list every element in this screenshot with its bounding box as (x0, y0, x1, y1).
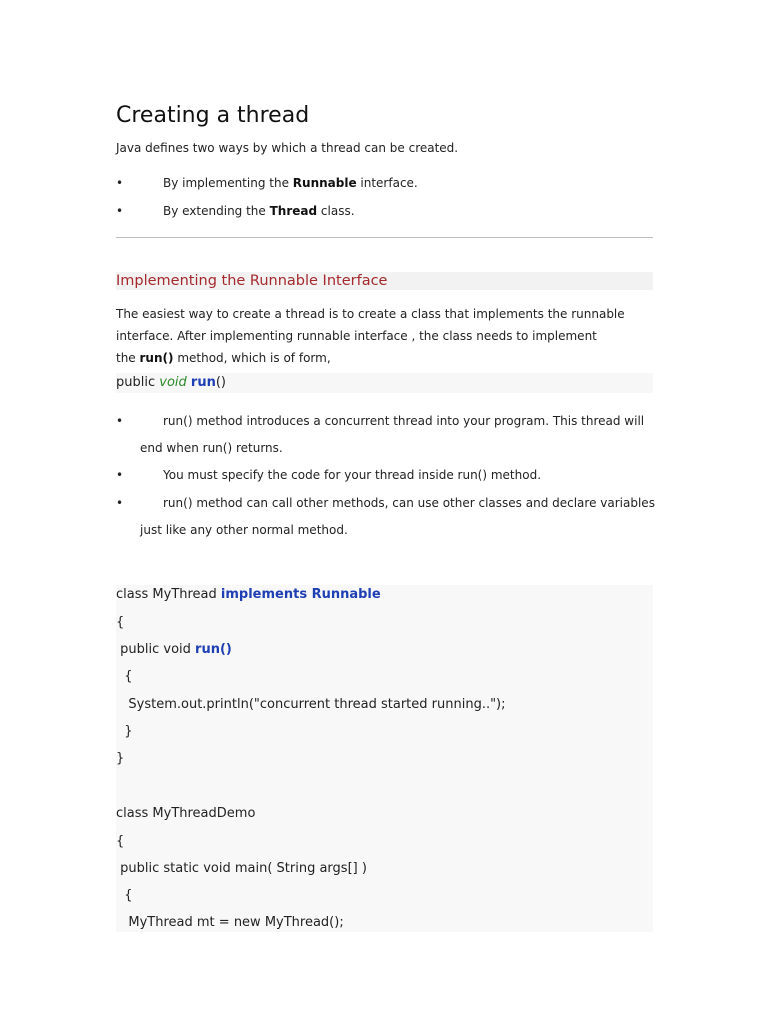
paragraph-line: the run() method, which is of form, (116, 351, 331, 365)
code-line: System.out.println("concurrent thread started running.."); (116, 697, 506, 712)
bullet-icon: • (116, 414, 124, 428)
bullet-icon: • (116, 176, 124, 190)
code-line: } (116, 724, 133, 739)
run-signature: public void run() (116, 375, 226, 390)
bullet-icon: • (116, 468, 124, 482)
intro-text: Java defines two ways by which a thread can be created. (116, 141, 459, 155)
paragraph-line: interface. After implementing runnable interface , the class needs to implement (116, 329, 597, 343)
bullet-icon: • (116, 204, 124, 218)
code-line: { (116, 834, 125, 849)
code-line: public static void main( String args[] ) (116, 861, 367, 876)
code-line: } (116, 751, 125, 766)
bullet-icon: • (116, 496, 124, 510)
code-line: { (116, 888, 133, 903)
code-line: MyThread mt = new MyThread(); (116, 915, 344, 930)
code-line: { (116, 669, 133, 684)
paragraph-line: The easiest way to create a thread is to create a class that implements the runnable (116, 307, 625, 321)
divider (116, 237, 653, 238)
code-line: { (116, 615, 125, 630)
code-line: class MyThreadDemo (116, 806, 256, 821)
code-block (116, 585, 653, 932)
page-title: Creating a thread (116, 103, 310, 128)
code-line: class MyThread implements Runnable (116, 587, 381, 602)
section-heading: Implementing the Runnable Interface (116, 273, 388, 289)
code-line: public void run() (116, 642, 232, 657)
